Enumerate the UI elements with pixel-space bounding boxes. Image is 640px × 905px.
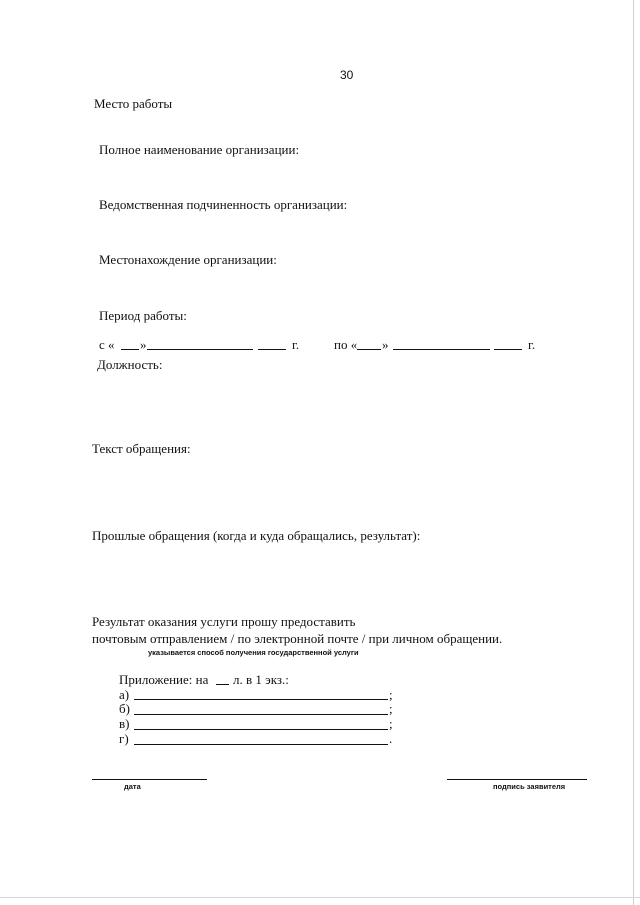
org-full-name-label: Полное наименование организации: [99,142,300,157]
attachment-item-c-end: ; [389,716,393,731]
page-number: 30 [340,68,354,82]
period-from-month-field[interactable] [147,349,253,350]
period-to-quote: » [382,337,389,352]
scan-bottom-edge [0,897,640,898]
attachment-item-c-field[interactable] [134,729,388,730]
attachment-item-d-field[interactable] [134,744,388,745]
delivery-line-2: почтовым отправлением / по электронной почте / при личном обращении. [92,631,503,646]
org-location-label: Местонахождение организации: [99,252,277,267]
period-to-day-field[interactable] [357,349,381,350]
scan-right-edge [633,0,634,905]
date-field[interactable] [92,779,207,780]
period-from-prefix: с « [99,337,115,352]
org-subordination-label: Ведомственная подчиненность организации: [99,197,348,212]
attachment-prefix: Приложение: на [119,672,209,687]
position-label: Должность: [97,357,163,372]
attachment-suffix: л. в 1 экз.: [233,672,289,687]
applicant-signature-field[interactable] [447,779,587,780]
delivery-hint: указывается способ получения государственной услуги [148,648,359,657]
attachment-pages-field[interactable] [216,684,229,685]
past-requests-label: Прошлые обращения (когда и куда обращались, результат): [92,528,421,543]
period-from-year-suffix: г. [292,337,300,352]
period-from-year-field[interactable] [258,349,286,350]
period-from-day-field[interactable] [121,349,139,350]
workplace-heading: Место работы [94,96,173,111]
period-to-prefix: по « [334,337,358,352]
work-period-label: Период работы: [99,308,187,323]
attachment-item-c-letter: в) [119,716,130,731]
attachment-item-b-end: ; [389,701,393,716]
attachment-item-d-letter: г) [119,731,129,746]
period-to-month-field[interactable] [393,349,490,350]
attachment-item-a-field[interactable] [134,699,388,700]
request-text-label: Текст обращения: [92,441,191,456]
applicant-signature-label: подпись заявителя [493,782,566,791]
attachment-item-b-letter: б) [119,701,130,716]
attachment-item-a-letter: а) [119,687,130,702]
period-to-year-field[interactable] [494,349,522,350]
period-to-year-suffix: г. [528,337,536,352]
attachment-item-a-end: ; [389,687,393,702]
attachment-item-b-field[interactable] [134,714,388,715]
date-label: дата [124,782,141,791]
period-from-quote: » [140,337,147,352]
delivery-line-1: Результат оказания услуги прошу предоставить [92,614,356,629]
attachment-item-d-end: . [389,731,393,746]
